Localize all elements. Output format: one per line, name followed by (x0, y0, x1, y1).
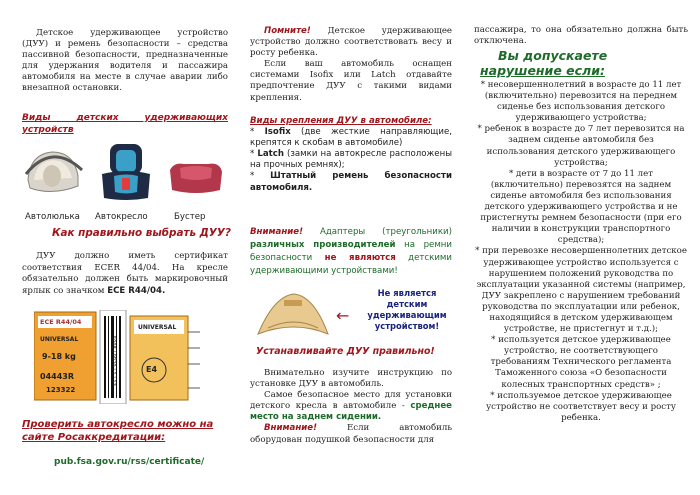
violations-title: Вы допускаете нарушение если: (480, 48, 608, 78)
list-item: * используется детское удерживающее устройство, не соответствующего требованиям Технического регламента Таможенного союза «О безопасности колесных транспортных средств» ; (490, 335, 672, 390)
arrow-left-icon: ← (336, 306, 350, 325)
car-seat-image (94, 140, 158, 204)
list-item: * используемое детское удерживающее устройство не соответствует весу и росту ребенка. (486, 390, 676, 423)
label-top-text: ECE R44/04 (40, 318, 82, 326)
adapter-warning: Внимание! Адаптеры (треугольники) различных производителей на ремни безопасности не являются детскими удерживающими устройствами! (250, 227, 453, 276)
ece-certification-label-image (34, 310, 204, 404)
label-vertical-text: 5008 | 0R20 | 1 | 13 (110, 336, 116, 386)
check-seat-title: Проверить автокресло можно на сайте Росаккредитации: (22, 419, 214, 443)
caption-booster: Бустер (174, 212, 206, 222)
list-item: * дети в возрасте от 7 до 11 лет (включительно) перевозятся на заднем сиденье автомобиля без использования детского удерживающего устройства и не пристегнуты ремнем безопасности (при его наличии в конструкции транспортного средства); (480, 168, 682, 246)
mounting-title: Виды крепления ДУУ в автомобиле: (250, 116, 432, 126)
installation-paragraph: Внимательно изучите инструкцию по установке ДУУ в автомобиль. Самое безопасное место для установки детского кресла в автомобиле - среднее место на заднем сидении. Внимание! Если автомобиль оборудован подушкой безопасности для (250, 368, 452, 445)
caption-car-seat: Автокресло (95, 212, 148, 222)
left-column (0, 0, 240, 495)
certificate-paragraph: ДУУ должно иметь сертификат соответствия ECER 44/04. На кресле обязательно должен быть маркировочный ярлык со значком ECE R44/04. (22, 251, 228, 296)
airbag-continuation: пассажира, то она обязательно должна быть отключена. (474, 25, 688, 47)
how-to-choose-title: Как правильно выбрать ДУУ? (52, 227, 231, 239)
certificate-link[interactable]: pub.fsa.gov.ru/rss/certificate/ (54, 457, 205, 467)
booster-image (164, 140, 228, 204)
intro-paragraph: Детское удерживающее устройство (ДУУ) и ремень безопасности – средства пассивной безопасности, предназначенные для удержания водителя и пассажира автомобиля на месте в случае аварии либо внезапной остановки. (22, 28, 228, 94)
list-item: * несовершеннолетний в возрасте до 11 лет (включительно) перевозится на переднем сиденье без использования детского удерживающего устройства; (480, 80, 682, 124)
remember-lead: Помните! (264, 26, 311, 36)
caption-infant-carrier: Автолюлька (25, 212, 80, 222)
not-a-device-note: Не является детским удерживающим устройством! (367, 288, 447, 331)
label-code-text: E4 (146, 365, 158, 374)
list-item: * при перевозке несовершеннолетних детское удерживающее устройство используется с нарушением положений руководства по эксплуатации указанной системы (например, ДУУ закреплено с нарушением требований руководства по эксплуатации или ребенок, находящийся в детском удерживающем устройстве, не пристегнут и т.д.); (475, 246, 687, 335)
mounting-types: Виды крепления ДУУ в автомобиле: * Isofix (две жесткие направляющие, крепятся к скобам в автомобиле) * Latch (замки на автокресле расположены на прочных ремнях); * Штатный ремень безопасности автомобиля. (250, 116, 452, 193)
remember-paragraph: Помните! Детское удерживающее устройство должно соответствовать весу и росту ребенка. Если ваш автомобиль оснащен системами Isofix или Latch отдавайте предпочтение ДУУ с такими видами крепления. (250, 26, 452, 103)
label-group-text: UNIVERSAL (40, 336, 79, 343)
cert-mark: ECE R44/04. (107, 285, 166, 296)
list-item: * ребенок в возрасте до 7 лет перевозится на заднем сиденье автомобиля без использования детского удерживающего устройства; (477, 124, 685, 168)
safest-seat-text: среднее место на заднем сидении. (250, 401, 452, 423)
middle-column (240, 0, 462, 495)
infant-carrier-image (22, 140, 86, 204)
belt-adapter-image (254, 290, 332, 340)
label-number-text: 04443R (40, 372, 74, 381)
label-weight-text: 9-18 kg (42, 352, 76, 361)
violations-list (474, 80, 688, 424)
install-correctly-title: Устанавливайте ДУУ правильно! (256, 346, 435, 357)
isofix-paragraph: Если ваш автомобиль оснащен системами Isofix или Latch отдавайте предпочтение ДУУ с такими видами крепления. (250, 59, 452, 103)
right-column (462, 0, 700, 495)
label-sub-text: 123322 (46, 386, 76, 394)
label-group-text-2: UNIVERSAL (138, 324, 177, 331)
seat-types-title: Виды детских удерживающих устройств (22, 113, 228, 135)
